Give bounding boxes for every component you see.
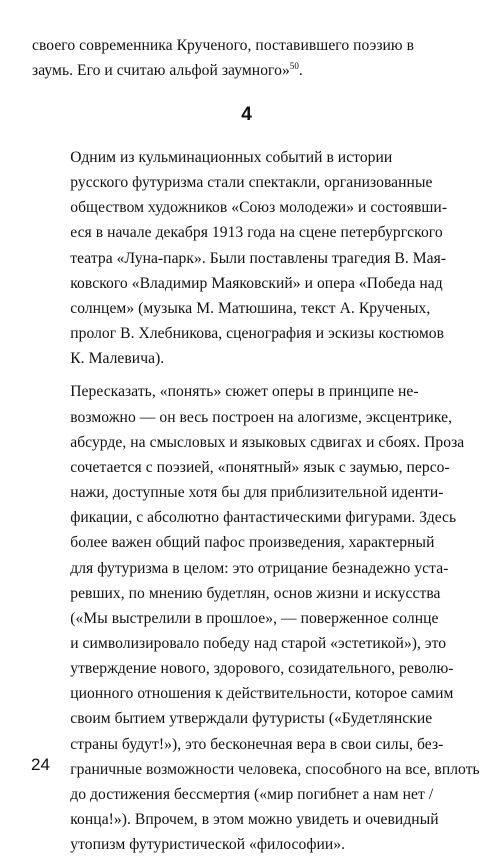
footnote-reference: 50	[289, 61, 299, 72]
text-line: до достижения бессмертия («мир погибнет а нам нет /	[70, 785, 434, 803]
text-line: своим бытием утверждали футуристы («Будетлянские	[70, 710, 433, 728]
text-line: театра «Луна-парк». Были поставлены трагедия В. Мая-	[70, 249, 447, 267]
text-line: русского футуризма стали спектакли, организованные	[70, 174, 433, 192]
text-line: еся в начале декабря 1913 года на сцене петербургского	[70, 224, 443, 242]
text-line: конца!»). Впрочем, в этом можно увидеть и очевидный	[70, 811, 439, 829]
text-line: Одним из кульминационных событий в истории	[70, 149, 393, 166]
text-line: возможно — он весь построен на алогизме, эксцентрике,	[70, 408, 453, 426]
text-line: солнцем» (музыка М. Матюшина, текст А. Крученых,	[70, 299, 431, 317]
page-number: 24	[31, 755, 50, 774]
text-line: нажи, доступные хотя бы для приблизительной иденти-	[70, 484, 444, 502]
text-line: пролог В. Хлебникова, сценография и эскизы костюмов	[70, 325, 445, 343]
text-line: и символизировало победу над старой «эстетикой»), это	[70, 634, 447, 652]
text-line: К. Малевича).	[70, 350, 165, 368]
text-line: страны будут!»), это бесконечная вера в свои силы, без-	[70, 735, 444, 753]
text-line: («Мы выстрелили в прошлое», — поверженное солнце	[70, 609, 439, 627]
text-line: ковского «Владимир Маяковский» и опера «Победа над	[70, 274, 443, 292]
text-line: абсурде, на смысловых и языковых сдвигах и сбоях. Проза	[70, 433, 465, 451]
text-line: обществом художников «Союз молодежи» и состоявши-	[70, 199, 448, 217]
text-line: более важен общий пафос произведения, характерный	[70, 534, 435, 552]
text-line: заумь. Его и считаю альфой заумного»	[32, 62, 290, 80]
text-line: Пересказать, «понять» сюжет оперы в принципе не-	[70, 383, 419, 401]
text-line: ревших, по мнению будетлян, основ жизни и искусства	[70, 584, 441, 602]
text-line: утопизм футуристической «философии».	[70, 836, 346, 854]
section-number: 4	[241, 104, 252, 125]
paragraph-1	[32, 145, 461, 371]
main-text	[32, 145, 480, 857]
intro-paragraph	[32, 33, 461, 83]
text-line: фикации, с абсолютно фантастическими фигурами. Здесь	[70, 509, 457, 527]
text-line: для футуризма в целом: это отрицание безнадежно уста-	[70, 559, 449, 577]
text-line: ционного отношения к действительности, которое самим	[70, 685, 454, 703]
text-line: граничные возможности человека, способного на все, вплоть	[70, 760, 480, 778]
text-line-with-footnote	[32, 58, 461, 83]
sentence-end: .	[298, 62, 303, 80]
text-line: своего современника Крученого, поставившего поэзию в	[32, 37, 414, 54]
text-line: утверждение нового, здорового, созидательного, револю-	[70, 660, 454, 678]
text-line: сочетается с поэзией, «понятный» язык с заумью, персо-	[70, 458, 450, 476]
paragraph-2	[32, 379, 480, 857]
